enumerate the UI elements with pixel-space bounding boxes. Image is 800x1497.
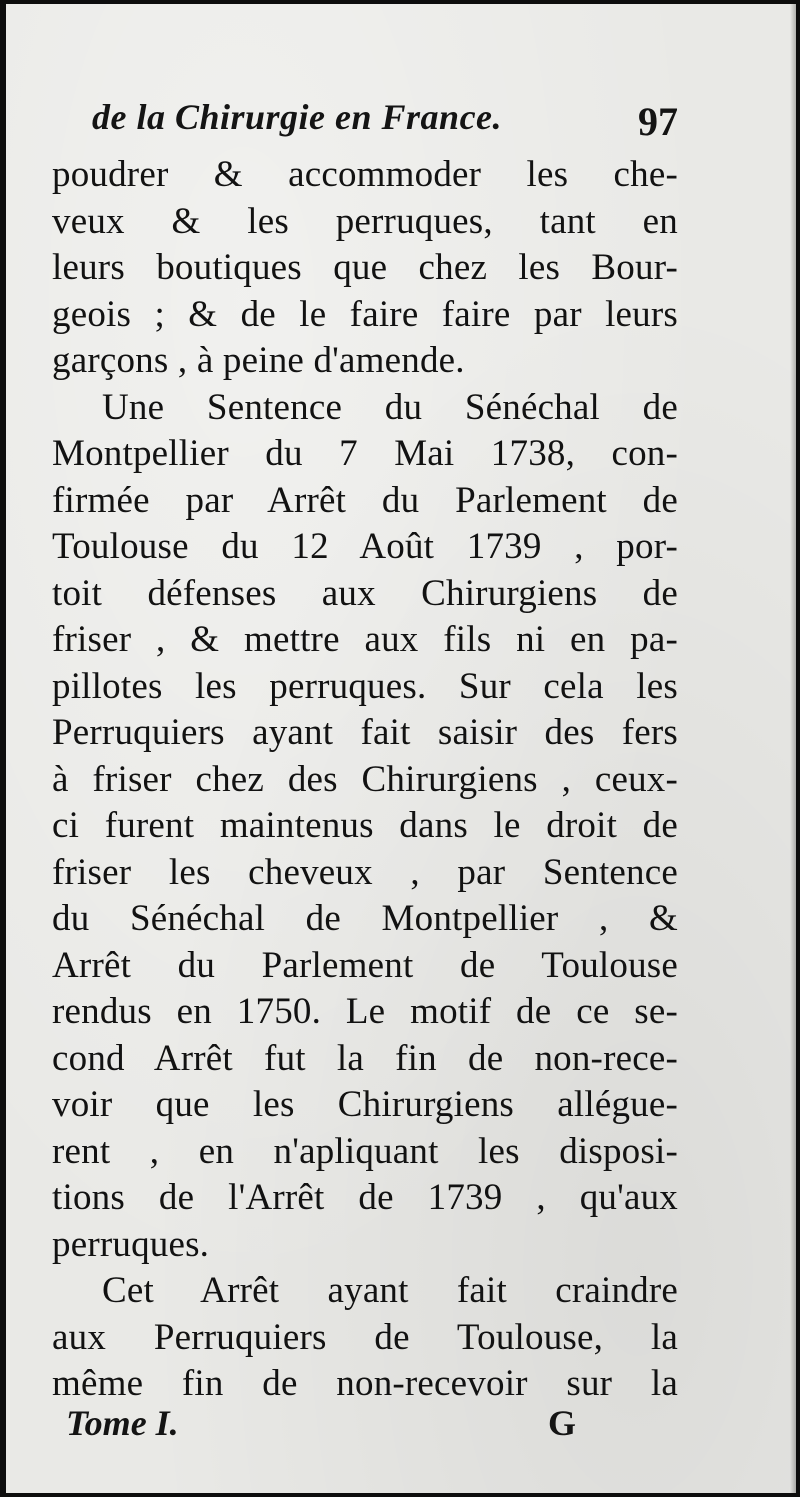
page-number: 97 [638, 99, 678, 144]
text-line: ci furent maintenus dans le droit de [52, 805, 678, 846]
text-line: veux & les perruques, tant en [52, 200, 678, 242]
text-line: pillotes les perruques. Sur cela les [52, 665, 678, 707]
text-line: cond Arrêt fut la fin de non-rece- [52, 1037, 678, 1079]
text-line: rendus en 1750. Le motif de ce se- [52, 991, 678, 1032]
text-line: friser , & mettre aux fils ni en pa- [52, 619, 678, 660]
text-line: poudrer & accommoder les che- [52, 154, 678, 195]
page-edge-shadow [790, 4, 796, 1493]
text-line: Toulouse du 12 Août 1739 , por- [52, 526, 678, 567]
text-line: voir que les Chirurgiens allégue- [52, 1084, 678, 1125]
text-line: geois ; & de le faire faire par leurs [52, 293, 678, 335]
gathering-signature: G [547, 1403, 576, 1443]
running-head [92, 96, 678, 152]
text-line: Cet Arrêt ayant fait craindre [102, 1270, 678, 1311]
page-footer [66, 1402, 576, 1452]
text-line: friser les cheveux , par Sentence [52, 851, 678, 893]
text-line: Montpellier du 7 Mai 1738, con- [52, 433, 678, 474]
text-line: firmée par Arrêt du Parlement de [52, 479, 678, 521]
text-line: rent , en n'apliquant les disposi- [52, 1130, 678, 1172]
body-text [52, 152, 678, 1408]
text-line: toit défenses aux Chirurgiens de [52, 572, 678, 614]
running-title: de la Chirurgie en France. [92, 97, 503, 137]
text-line: perruques. [52, 1223, 210, 1265]
text-line: aux Perruquiers de Toulouse, la [52, 1316, 678, 1358]
text-line: garçons , à peine d'amende. [52, 340, 465, 381]
book-page [6, 4, 796, 1493]
volume-signature: Tome I. [66, 1403, 179, 1443]
text-line: tions de l'Arrêt de 1739 , qu'aux [52, 1177, 678, 1218]
text-line: à friser chez des Chirurgiens , ceux- [52, 758, 678, 800]
text-line: Une Sentence du Sénéchal de [102, 386, 678, 428]
text-line: du Sénéchal de Montpellier , & [52, 898, 678, 939]
text-line: leurs boutiques que chez les Bour- [52, 247, 678, 288]
text-line: même fin de non-recevoir sur la [52, 1363, 678, 1404]
text-line: Perruquiers ayant fait saisir des fers [52, 712, 678, 753]
text-line: Arrêt du Parlement de Toulouse [52, 944, 678, 986]
